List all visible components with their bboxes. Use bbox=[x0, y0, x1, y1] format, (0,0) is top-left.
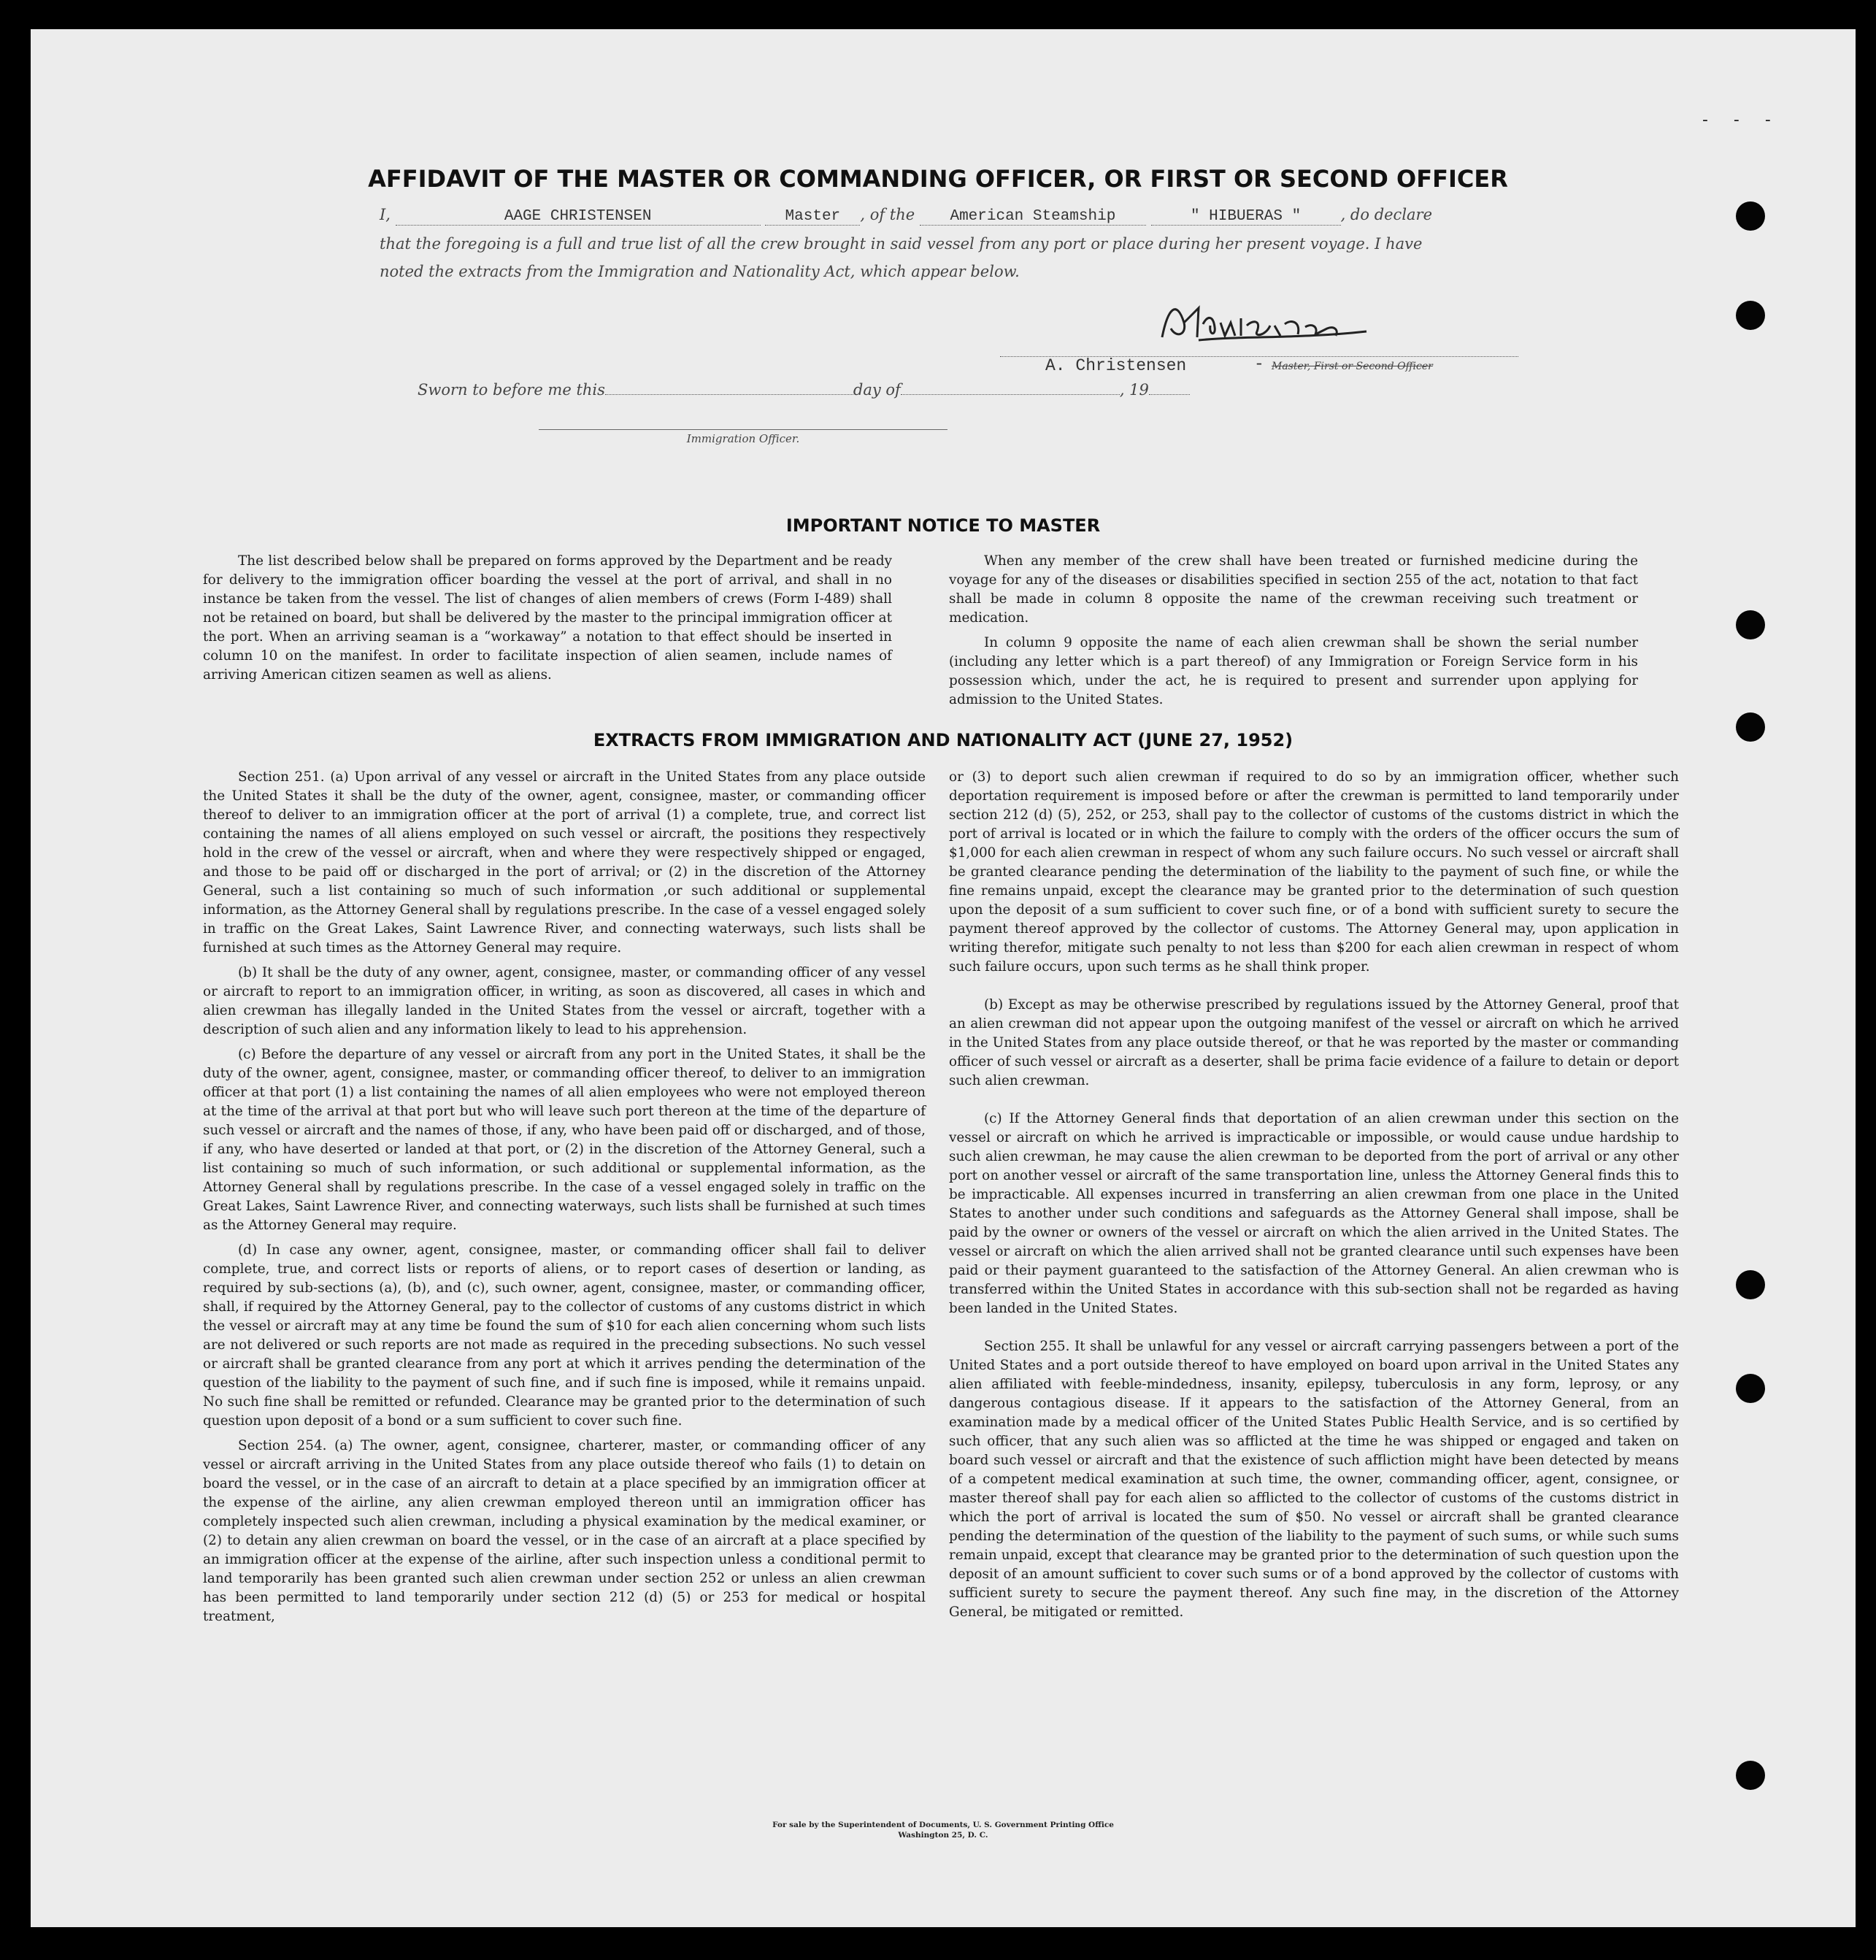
signature-dash: - bbox=[1254, 355, 1264, 374]
immigration-officer-label: Immigration Officer. bbox=[686, 432, 800, 445]
sworn-line bbox=[418, 381, 1190, 399]
footer-location: Washington 25, D. C. bbox=[898, 1831, 988, 1840]
declaration-line-3: noted the extracts from the Immigration and Nationality Act, which appear below. bbox=[380, 263, 1020, 280]
section-254a-paragraph: Section 254. (a) The owner, agent, consignee, charterer, master, or commanding officer of any vessel or aircraft arriving in the United States from any place outside thereof who fails (1) to detain on board the vessel, or in the case of an aircraft to detain at a place specified by an immigration officer at the expense of the airline, any alien crewman employed thereon until an immigration officer has completely inspected such alien crewman, including a physical examination by the medical examiner, or (2) to detain any alien crewman on board the vessel, or in the case of an aircraft at a place specified by an immigration officer at the expense of the airline, after such inspection unless a conditional permit to land temporarily has been granted such alien crewman under section 252 or unless an alien crewman has been permitted to land temporarily under section 212 (d) (5) or 253 for medical or hospital treatment, bbox=[203, 1438, 926, 1624]
notice-paragraph: When any member of the crew shall have been treated or furnished medicine during the voyage for any of the diseases or disabilities specified in section 255 of the act, notation to that fact shall be made in column 8 opposite the name of the crewman receiving such treatment or medication. bbox=[949, 553, 1638, 626]
binder-hole-icon bbox=[1736, 1761, 1765, 1790]
do-declare-label: , do declare bbox=[1340, 206, 1433, 223]
affidavit-title: AFFIDAVIT OF THE MASTER OR COMMANDING OFFICER, OR FIRST OR SECOND OFFICER bbox=[368, 165, 1508, 193]
vessel-name-field: " HIBUERAS " bbox=[1151, 208, 1341, 226]
footer-printing-office: For sale by the Superintendent of Documents, U. S. Government Printing Office bbox=[772, 1821, 1114, 1829]
declaration-prefix: I, bbox=[380, 206, 391, 223]
binder-hole-icon bbox=[1736, 1374, 1765, 1403]
extracts-left-column bbox=[203, 768, 926, 1626]
notice-right-column bbox=[949, 552, 1638, 710]
corner-marks: - - - bbox=[1702, 111, 1781, 129]
section-254b-paragraph: (b) Except as may be otherwise prescribed by regulations issued by the Attorney General, proof that an alien crewman did not appear upon the outgoing manifest of the vessel or aircraft on which he arrived in the United States from any place outside thereof, or that he was reported by the master or commanding officer of such vessel or aircraft as a deserter, shall be prima facie evidence of a failure to detain or deport such alien crewman. bbox=[949, 997, 1679, 1088]
section-251a-paragraph: Section 251. (a) Upon arrival of any vessel or aircraft in the United States from any place outside the United States it shall be the duty of the owner, agent, consignee, master, or commanding officer thereof to deliver to an immigration officer at the port of arrival (1) a complete, true, and correct list containing the names of all aliens employed on such vessel or aircraft, the positions they respectively hold in the crew of the vessel or aircraft, when and where they were respectively shipped or engaged, and those to be paid off or discharged in the port of arrival; or (2) in the discretion of the Attorney General, such a list containing so much of such information ,or such additional or supplemental information, as the Attorney General shall by regulations prescribe. In the case of a vessel engaged solely in traffic on the Great Lakes, Saint Lawrence River, and connecting waterways, such lists shall be furnished at such times as the Attorney General may require. bbox=[203, 769, 926, 956]
day-of-label: day of bbox=[853, 381, 901, 399]
section-254c-paragraph: (c) If the Attorney General finds that deportation of an alien crewman under this section on the vessel or aircraft on which he arrived is impracticable or impossible, or would cause undue hardship to such alien crewman, he may cause the alien crewman to be deported from the port of arrival or any other port on another vessel or aircraft of the same transportation line, unless the Attorney General finds this to be impracticable. All expenses incurred in transferring an alien crewman from one place in the United States to another under such conditions and safeguards as the Attorney General shall impose, shall be paid by the owner or owners of the vessel or aircraft on which the alien arrived in the United States. The vessel or aircraft on which the alien arrived shall not be granted clearance until such expenses have been paid or their payment guaranteed to the satisfaction of the Attorney General. An alien crewman who is transferred within the United States in accordance with this sub-section shall not be regarded as having been landed in the United States. bbox=[949, 1111, 1679, 1316]
year-label: , 19 bbox=[1119, 381, 1149, 399]
sworn-month-field[interactable] bbox=[901, 394, 1120, 395]
officer-title-label: Master, First or Second Officer bbox=[1272, 361, 1433, 372]
declaration-line-1 bbox=[380, 206, 1518, 226]
notice-paragraph: In column 9 opposite the name of each alien crewman shall be shown the serial number (including any letter which is a part thereof) of any Immigration or Foreign Service form in his possession which, under the act, he is required to present and surrender upon applying for admission to the United States. bbox=[949, 635, 1638, 707]
declaration-line-2: that the foregoing is a full and true list of all the crew brought in said vessel from any port or place during her present voyage. I have bbox=[380, 235, 1423, 253]
of-the-label: , of the bbox=[860, 206, 915, 223]
binder-hole-icon bbox=[1736, 301, 1765, 330]
nationality-field: American Steamship bbox=[920, 208, 1146, 226]
notice-heading: IMPORTANT NOTICE TO MASTER bbox=[785, 515, 1101, 536]
section-255-paragraph: Section 255. It shall be unlawful for any vessel or aircraft carrying passengers between a port of the United States and a port outside thereof to have employed on board upon arrival in the United States any alien affiliated with feeble-mindedness, insanity, epilepsy, tuberculosis in any form, leprosy, or any dangerous contagious disease. If it appears to the satisfaction of the Attorney General, from an examination made by a medical officer of the United States Public Health Service, and is so certified by such officer, that any such alien was so afflicted at the time he was shipped or engaged and taken on board such vessel or aircraft and that the existence of such affliction might have been detected by means of a competent medical examination at such time, the owner, commanding officer, agent, consignee, or master thereof shall pay for each alien so afflicted to the collector of customs of the customs district in which the port of arrival is located the sum of $50. No vessel or aircraft shall be granted clearance pending the determination of the question of the liability to the payment of such sums, or while such sums remain unpaid, except that clearance may be granted prior to the determination of such question upon the deposit of an amount sufficient to cover such sums or of a bond approved by the collector of customs with sufficient surety to secure the payment thereof. Any such fine may, in the discretion of the Attorney General, be mitigated or remitted. bbox=[949, 1339, 1679, 1620]
rank-field: Master bbox=[765, 208, 860, 226]
section-251d-paragraph: (d) In case any owner, agent, consignee, master, or commanding officer shall fail to deliver complete, true, and correct lists or reports of aliens, or to report cases of desertion or landing, as required by sub-sections (a), (b), and (c), such owner, agent, consignee, master, or commanding officer, shall, if required by the Attorney General, pay to the collector of customs of any customs district in which the vessel or aircraft may at any time be found the sum of $10 for each alien concerning whom such lists are not delivered or such reports are not made as required in the preceding subsections. No such vessel or aircraft shall be granted clearance from any port at which it arrives pending the determination of the question of the liability to the payment of such fine, and if such fine is imposed, while it remains unpaid. No such fine shall be remitted or refunded. Clearance may be granted prior to the determination of such question upon deposit of a bond or a sum sufficient to cover such fine. bbox=[203, 1242, 926, 1429]
extracts-right-column bbox=[949, 768, 1679, 1622]
section-251b-paragraph: (b) It shall be the duty of any owner, agent, consignee, master, or commanding officer of any vessel or aircraft to report to an immigration officer, in writing, as soon as discovered, all cases in which and alien crewman has illegally landed in the United States from the vessel or aircraft, together with a description of such alien and any information likely to lead to his apprehension. bbox=[203, 965, 926, 1037]
notice-left-column bbox=[203, 552, 892, 685]
section-251c-paragraph: (c) Before the departure of any vessel or aircraft from any port in the United States, it shall be the duty of the owner, agent, consignee, master, or commanding officer thereof, to deliver to an immigration officer at that port (1) a list containing the names of all alien employees who were not employed thereon at the time of the arrival at that port but who will leave such port thereon at the time of the departure of such vessel or aircraft and the names of those, if any, who have been paid off or discharged, and of those, if any, who have deserted or landed at that port, or (2) in the discretion of the Attorney General, such a list containing so much of such information, or such additional or supplemental information, as the Attorney General shall by regulations prescribe. In the case of a vessel engaged solely in traffic on the Great Lakes, Saint Lawrence River, and connecting waterways, such lists shall be furnished at such times as the Attorney General may require. bbox=[203, 1047, 926, 1233]
document-page bbox=[31, 29, 1856, 1927]
immigration-officer-line bbox=[539, 429, 947, 430]
master-name-field: AAGE CHRISTENSEN bbox=[396, 208, 761, 226]
binder-hole-icon bbox=[1736, 610, 1765, 639]
notice-paragraph: The list described below shall be prepared on forms approved by the Department and be ready for delivery to the immigration officer boarding the vessel at the port of arrival, and shall in no instance be taken from the vessel. The list of changes of alien members of crews (Form I-489) shall not be retained on board, but shall be delivered by the master to the principal immigration officer at the port. When an arriving seaman is a “workaway” a notation to that effect should be inserted in column 10 on the manifest. In order to facilitate inspection of alien seamen, include names of arriving American citizen seamen as well as aliens. bbox=[203, 553, 892, 683]
binder-hole-icon bbox=[1736, 1270, 1765, 1299]
section-254a-continued-paragraph: or (3) to deport such alien crewman if required to do so by an immigration officer, whether such deportation requirement is imposed before or after the crewman is permitted to land temporarily under section 212 (d) (5), 252, or 253, shall pay to the collector of customs of the customs district in which the port of arrival is located or in which the failure to comply with the orders of the officer occurs the sum of $1,000 for each alien crewman in respect of whom any such failure occurs. No such vessel or aircraft shall be granted clearance pending the determination of the liability to the payment of such fine, or while the fine remains unpaid, except the clearance may be granted prior to the determination of such question upon the deposit of a sum sufficient to cover such fine, or of a bond with sufficient surety to secure the payment thereof approved by the collector of customs. The Attorney General may, upon application in writing therefor, mitigate such penalty to not less than $200 for each alien crewman in respect of whom such failure occurs, upon such terms as he shall think proper. bbox=[949, 769, 1679, 975]
handwritten-signature bbox=[1155, 293, 1374, 359]
sworn-day-field[interactable] bbox=[605, 394, 853, 395]
sworn-year-field[interactable] bbox=[1149, 394, 1190, 395]
binder-hole-icon bbox=[1736, 201, 1765, 231]
typed-signature-name: A. Christensen bbox=[1045, 356, 1187, 375]
sworn-prefix: Sworn to before me this bbox=[418, 381, 605, 399]
extracts-heading: EXTRACTS FROM IMMIGRATION AND NATIONALITY ACT (JUNE 27, 1952) bbox=[593, 730, 1293, 750]
